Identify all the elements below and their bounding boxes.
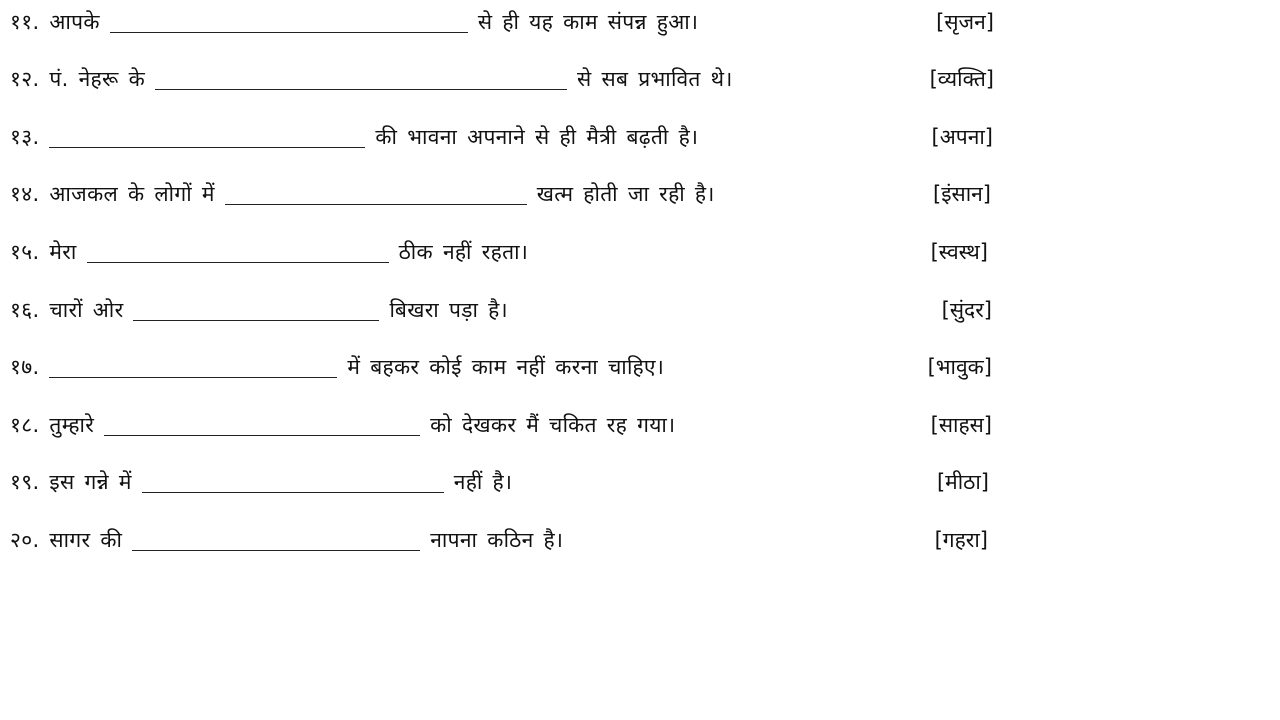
answer-blank[interactable]	[142, 474, 444, 493]
sentence	[10, 296, 508, 324]
hint-word: [सृजन]	[936, 10, 994, 34]
item-number: १८.	[10, 413, 40, 437]
sentence-end: नापना कठिन है।	[430, 528, 564, 552]
item-number: १४.	[10, 182, 40, 206]
sentence-start: चारों ओर	[49, 298, 124, 322]
exercise-item	[10, 2, 1010, 42]
hint-word: [स्वस्थ]	[930, 240, 988, 264]
exercise-item	[10, 520, 1010, 560]
hint-word: [साहस]	[930, 413, 992, 437]
item-number: १६.	[10, 298, 40, 322]
sentence-end: को देखकर मैं चकित रह गया।	[430, 413, 676, 437]
sentence-start: इस गन्ने में	[49, 470, 132, 494]
answer-blank[interactable]	[49, 129, 365, 148]
answer-blank[interactable]	[49, 359, 337, 378]
hint-word: [व्यक्ति]	[929, 67, 994, 91]
sentence	[10, 65, 733, 93]
sentence-end: बिखरा पड़ा है।	[389, 298, 508, 322]
sentence-start: आपके	[49, 10, 100, 34]
item-number: १२.	[10, 67, 40, 91]
exercise-item	[10, 232, 1010, 272]
hint-word: [मीठा]	[936, 470, 989, 494]
sentence-start: तुम्हारे	[49, 413, 95, 437]
sentence-end: खत्म होती जा रही है।	[536, 182, 715, 206]
exercise-item	[10, 117, 1010, 157]
sentence	[10, 8, 698, 36]
answer-blank[interactable]	[104, 417, 420, 436]
sentence-start: मेरा	[49, 240, 77, 264]
sentence-end: में बहकर कोई काम नहीं करना चाहिए।	[347, 355, 665, 379]
sentence-end: की भावना अपनाने से ही मैत्री बढ़ती है।	[375, 125, 699, 149]
answer-blank[interactable]	[155, 71, 567, 90]
sentence-start: सागर की	[49, 528, 123, 552]
hint-word: [इंसान]	[933, 182, 991, 206]
item-number: १३.	[10, 125, 40, 149]
sentence-end: से सब प्रभावित थे।	[577, 67, 733, 91]
exercise-item	[10, 347, 1010, 387]
exercise-item	[10, 290, 1010, 330]
sentence	[10, 526, 563, 554]
sentence	[10, 180, 715, 208]
hint-word: [गहरा]	[934, 528, 988, 552]
answer-blank[interactable]	[225, 186, 527, 205]
exercise-item	[10, 174, 1010, 214]
sentence-end: नहीं है।	[453, 470, 513, 494]
answer-blank[interactable]	[87, 244, 389, 263]
sentence	[10, 468, 512, 496]
sentence-start: आजकल के लोगों में	[49, 182, 215, 206]
item-number: ११.	[10, 10, 40, 34]
item-number: १५.	[10, 240, 40, 264]
item-number: २०.	[10, 528, 40, 552]
sentence	[10, 353, 664, 381]
sentence	[10, 238, 528, 266]
exercise-item	[10, 59, 1010, 99]
exercise-item	[10, 462, 1010, 502]
hint-word: [भावुक]	[927, 355, 992, 379]
exercise-item	[10, 405, 1010, 445]
hint-word: [अपना]	[931, 125, 993, 149]
hint-word: [सुंदर]	[941, 298, 992, 322]
item-number: १७.	[10, 355, 40, 379]
sentence-end: से ही यह काम संपन्न हुआ।	[477, 10, 699, 34]
sentence	[10, 411, 675, 439]
answer-blank[interactable]	[132, 532, 420, 551]
item-number: १९.	[10, 470, 40, 494]
sentence	[10, 123, 698, 151]
answer-blank[interactable]	[133, 302, 379, 321]
answer-blank[interactable]	[110, 14, 468, 33]
sentence-end: ठीक नहीं रहता।	[398, 240, 529, 264]
sentence-start: पं. नेहरू के	[49, 67, 146, 91]
